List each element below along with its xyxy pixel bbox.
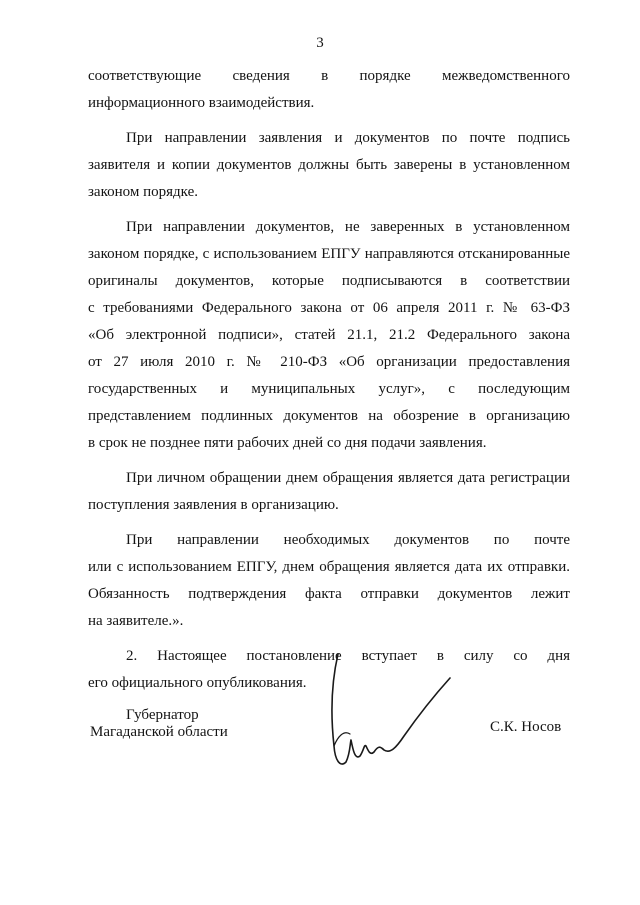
body-line: государственных и муниципальных услуг», с последующим bbox=[88, 381, 570, 397]
body-line: или с использованием ЕПГУ, днем обращения является дата их отправки. bbox=[88, 559, 570, 575]
body-line: При личном обращении днем обращения является дата регистрации bbox=[126, 470, 570, 486]
body-line: в срок не позднее пяти рабочих дней со дня подачи заявления. bbox=[88, 435, 487, 451]
page-number: 3 bbox=[316, 35, 324, 51]
body-line: от 27 июля 2010 г. № 210-ФЗ «Об организации предоставления bbox=[88, 354, 570, 370]
body-line: «Об электронной подписи», статей 21.1, 21.2 Федерального закона bbox=[88, 327, 570, 343]
body-line: соответствующие сведения в порядке межведомственного bbox=[88, 68, 570, 84]
document-body bbox=[88, 63, 570, 697]
handwritten-signature bbox=[320, 650, 460, 780]
signatory-name: С.К. Носов bbox=[490, 719, 562, 735]
body-line: представлением подлинных документов на обозрение в организацию bbox=[88, 408, 570, 424]
body-line: При направлении необходимых документов по почте bbox=[126, 532, 570, 548]
signatory-title-line2: Магаданской области bbox=[90, 724, 228, 740]
body-line: оригиналы документов, которые подписываются в соответствии bbox=[88, 273, 570, 289]
body-line: При направлении документов, не заверенных в установленном bbox=[126, 219, 570, 235]
body-line: законом порядке, с использованием ЕПГУ направляются отсканированные bbox=[88, 246, 570, 262]
body-line: информационного взаимодействия. bbox=[88, 95, 315, 111]
body-line: поступления заявления в организацию. bbox=[88, 497, 339, 513]
signatory-title-line1: Губернатор bbox=[126, 707, 199, 723]
body-line: При направлении заявления и документов по почте подпись bbox=[126, 130, 570, 146]
body-line: 2. Настоящее постановление вступает в силу со дня bbox=[126, 648, 570, 664]
body-line: Обязанность подтверждения факта отправки документов лежит bbox=[88, 586, 570, 602]
body-line: его официального опубликования. bbox=[88, 675, 307, 691]
body-line: с требованиями Федерального закона от 06 апреля 2011 г. № 63-ФЗ bbox=[88, 300, 570, 316]
body-line: заявителя и копии документов должны быть заверены в установленном bbox=[88, 157, 570, 173]
body-line: законом порядке. bbox=[88, 184, 198, 200]
body-line: на заявителе.». bbox=[88, 613, 184, 629]
